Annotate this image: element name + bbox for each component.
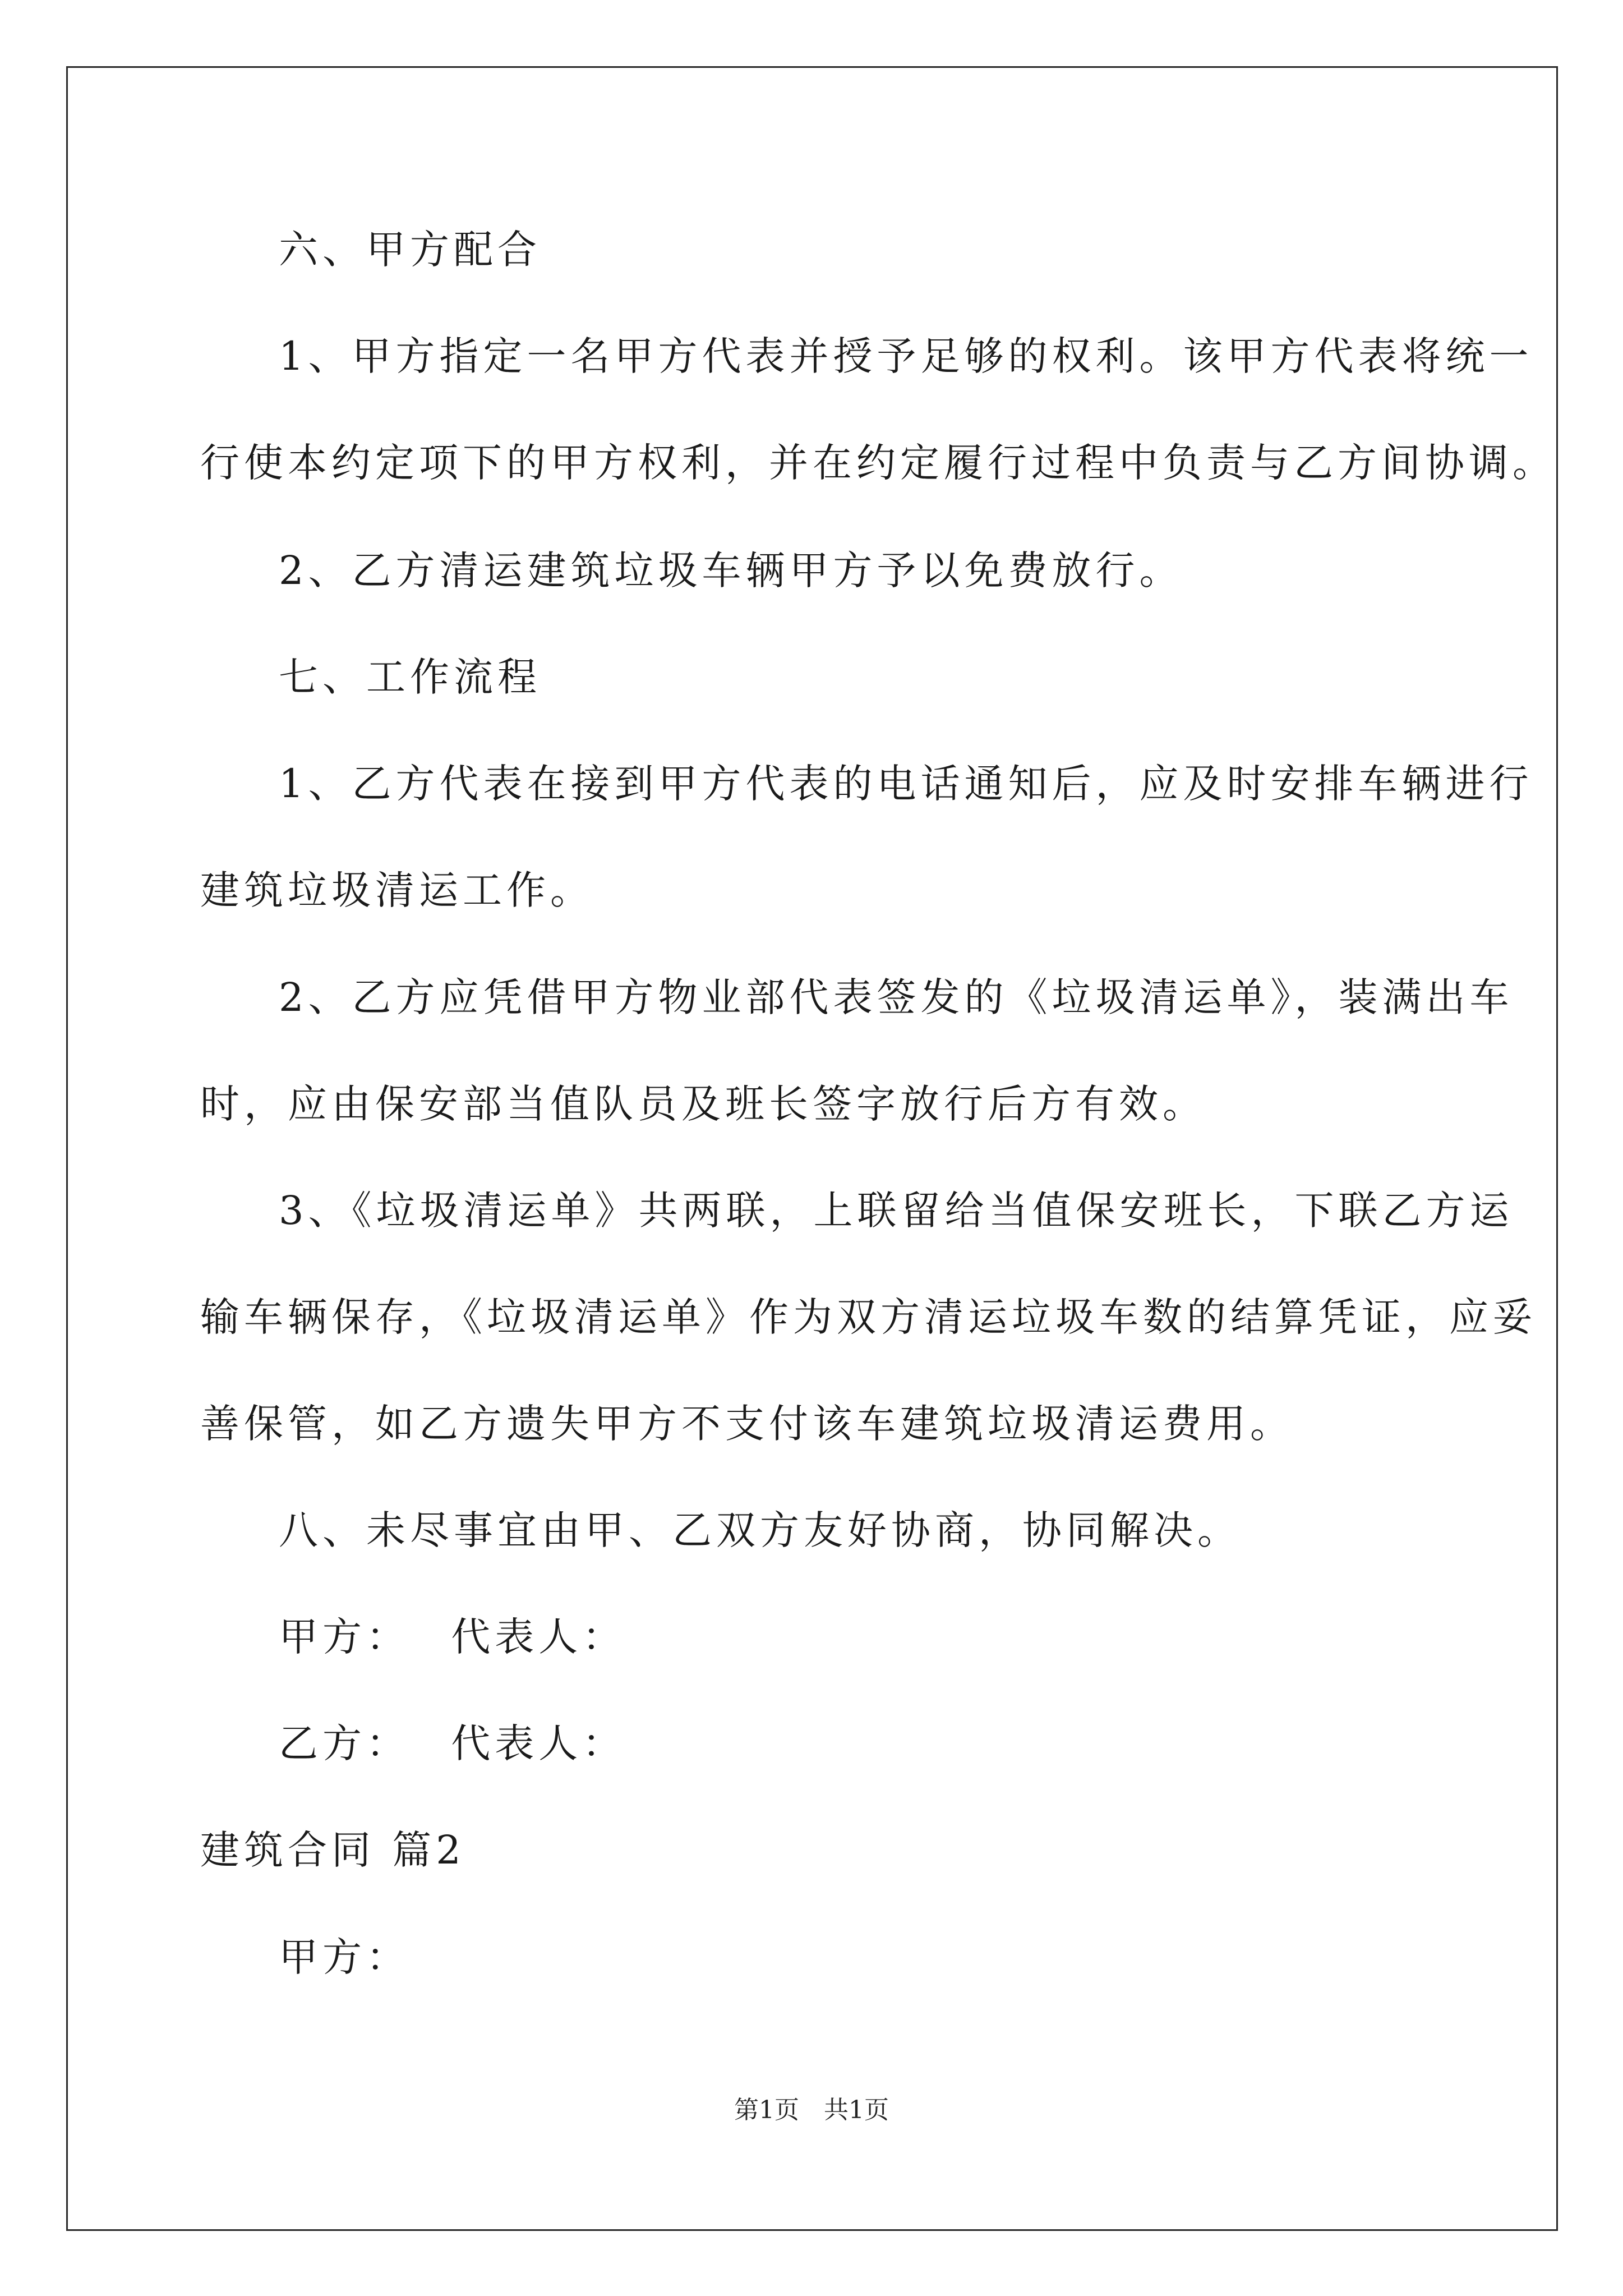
paragraph-line: 2、乙方应凭借甲方物业部代表签发的《垃圾清运单》，装满出车 [279, 974, 1514, 1020]
page-border [66, 66, 1558, 2231]
paragraph-line: 行使本约定项下的甲方权利，并在约定履行过程中负责与乙方间协调。 [200, 440, 1556, 486]
paragraph-line: 2、乙方清运建筑垃圾车辆甲方予以免费放行。 [279, 547, 1183, 593]
section-heading-8: 八、未尽事宜由甲、乙双方友好协商，协同解决。 [279, 1507, 1241, 1553]
signature-line-party-b: 乙方： 代表人： [279, 1720, 626, 1766]
page-footer: 第1页 共1页 [734, 2096, 889, 2124]
paragraph-line: 输车辆保存，《垃圾清运单》作为双方清运垃圾车数的结算凭证，应妥 [200, 1294, 1537, 1340]
paragraph-line: 1、乙方代表在接到甲方代表的电话通知后，应及时安排车辆进行 [279, 761, 1533, 807]
paragraph-line: 3、《垃圾清运单》共两联，上联留给当值保安班长，下联乙方运 [279, 1188, 1514, 1234]
paragraph-line: 时，应由保安部当值队员及班长签字放行后方有效。 [200, 1081, 1206, 1127]
paragraph-line: 建筑垃圾清运工作。 [200, 867, 594, 913]
contract-title: 建筑合同 篇2 [200, 1827, 465, 1873]
paragraph-line: 1、甲方指定一名甲方代表并授予足够的权利。该甲方代表将统一 [279, 333, 1533, 379]
party-a-label: 甲方： [279, 1934, 410, 1980]
paragraph-line: 善保管，如乙方遗失甲方不支付该车建筑垃圾清运费用。 [200, 1401, 1294, 1447]
section-heading-7: 七、工作流程 [279, 654, 541, 700]
signature-line-party-a: 甲方： 代表人： [279, 1614, 626, 1660]
section-heading-6: 六、甲方配合 [279, 227, 541, 273]
